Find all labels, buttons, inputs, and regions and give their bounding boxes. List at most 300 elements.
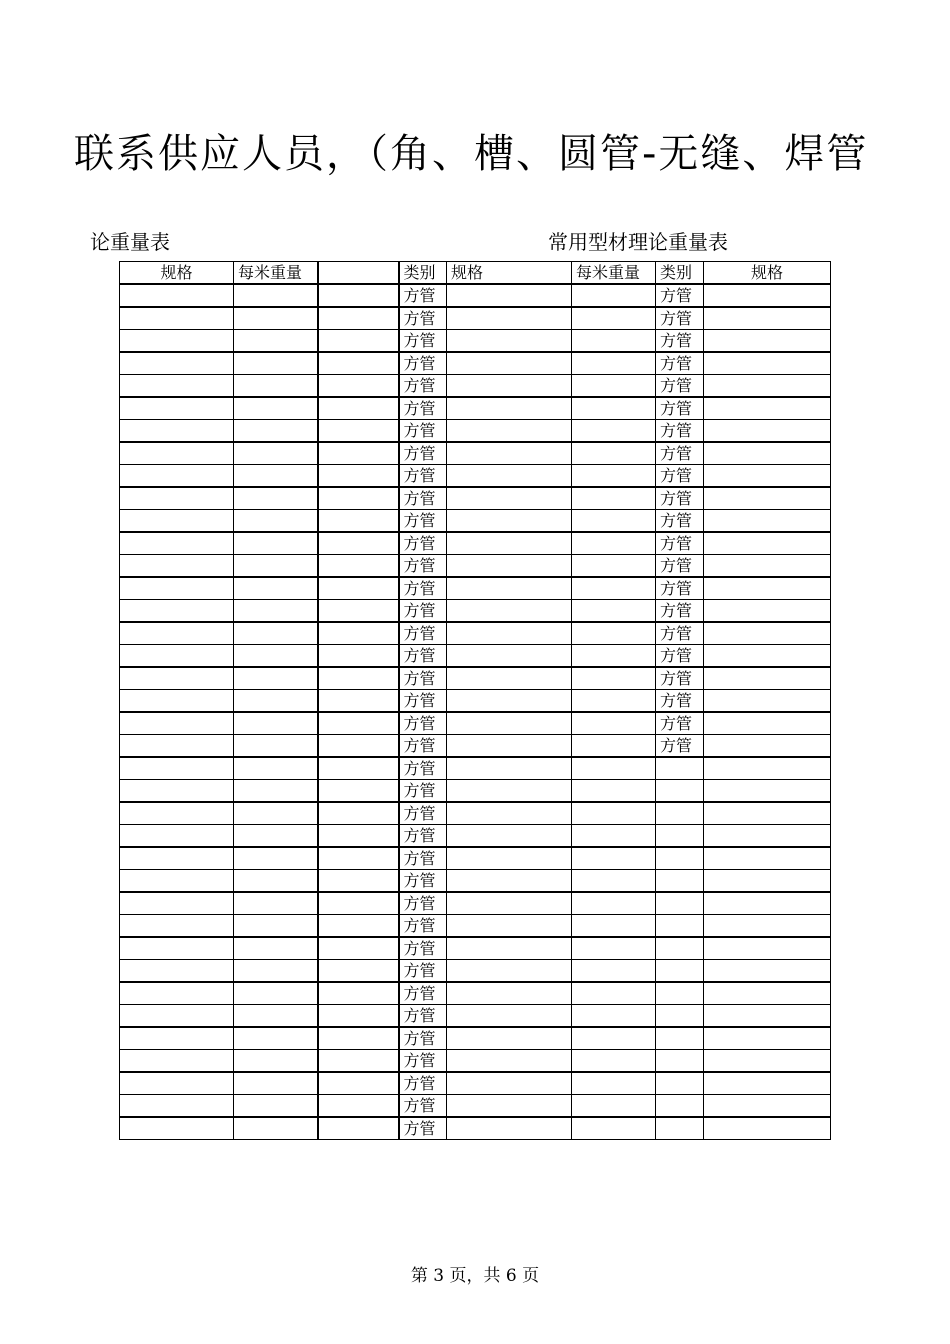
cell-weight-2 bbox=[572, 757, 656, 780]
header-blank bbox=[318, 262, 399, 285]
cell-weight bbox=[234, 532, 318, 555]
cell-weight bbox=[234, 847, 318, 870]
cell-weight-2 bbox=[572, 870, 656, 893]
table-row bbox=[120, 420, 831, 443]
table-row bbox=[120, 915, 831, 938]
cell-weight bbox=[234, 284, 318, 307]
cell-blank bbox=[318, 847, 399, 870]
cell-spec-3 bbox=[704, 757, 831, 780]
cell-spec-2 bbox=[447, 600, 572, 623]
cell-weight-2 bbox=[572, 622, 656, 645]
cell-weight-2 bbox=[572, 487, 656, 510]
cell-weight bbox=[234, 802, 318, 825]
header-weight-per-meter: 每米重量 bbox=[234, 262, 318, 285]
cell-spec-2 bbox=[447, 1095, 572, 1118]
cell-spec bbox=[120, 735, 234, 758]
cell-blank bbox=[318, 1005, 399, 1028]
cell-category-2 bbox=[656, 1005, 704, 1028]
cell-category: 方管 bbox=[399, 487, 447, 510]
table-row bbox=[120, 690, 831, 713]
cell-spec-3 bbox=[704, 1050, 831, 1073]
cell-category-2: 方管 bbox=[656, 690, 704, 713]
cell-weight bbox=[234, 465, 318, 488]
table-row bbox=[120, 825, 831, 848]
table-row bbox=[120, 577, 831, 600]
cell-category: 方管 bbox=[399, 397, 447, 420]
cell-blank bbox=[318, 667, 399, 690]
cell-weight bbox=[234, 622, 318, 645]
cell-spec-3 bbox=[704, 892, 831, 915]
table-row bbox=[120, 600, 831, 623]
cell-weight bbox=[234, 375, 318, 398]
cell-spec-3 bbox=[704, 532, 831, 555]
cell-blank bbox=[318, 420, 399, 443]
cell-spec bbox=[120, 420, 234, 443]
cell-spec-3 bbox=[704, 307, 831, 330]
cell-weight-2 bbox=[572, 465, 656, 488]
cell-category-2 bbox=[656, 802, 704, 825]
cell-weight-2 bbox=[572, 667, 656, 690]
cell-category: 方管 bbox=[399, 690, 447, 713]
cell-spec bbox=[120, 1005, 234, 1028]
cell-category-2 bbox=[656, 870, 704, 893]
cell-category-2 bbox=[656, 1050, 704, 1073]
cell-spec-2 bbox=[447, 307, 572, 330]
cell-weight-2 bbox=[572, 735, 656, 758]
cell-spec-3 bbox=[704, 397, 831, 420]
cell-weight-2 bbox=[572, 892, 656, 915]
cell-spec-3 bbox=[704, 735, 831, 758]
cell-category-2: 方管 bbox=[656, 645, 704, 668]
cell-weight bbox=[234, 892, 318, 915]
cell-spec bbox=[120, 600, 234, 623]
cell-spec-3 bbox=[704, 465, 831, 488]
cell-spec-3 bbox=[704, 375, 831, 398]
cell-category-2 bbox=[656, 1095, 704, 1118]
cell-spec-3 bbox=[704, 645, 831, 668]
cell-category: 方管 bbox=[399, 892, 447, 915]
cell-weight-2 bbox=[572, 1027, 656, 1050]
cell-category: 方管 bbox=[399, 284, 447, 307]
cell-spec-3 bbox=[704, 1005, 831, 1028]
cell-weight-2 bbox=[572, 1117, 656, 1140]
cell-blank bbox=[318, 780, 399, 803]
cell-blank bbox=[318, 870, 399, 893]
cell-spec bbox=[120, 1117, 234, 1140]
cell-spec-3 bbox=[704, 1027, 831, 1050]
cell-blank bbox=[318, 915, 399, 938]
cell-category: 方管 bbox=[399, 937, 447, 960]
table-row bbox=[120, 982, 831, 1005]
cell-category: 方管 bbox=[399, 802, 447, 825]
cell-category: 方管 bbox=[399, 960, 447, 983]
cell-spec-2 bbox=[447, 1027, 572, 1050]
cell-blank bbox=[318, 284, 399, 307]
cell-blank bbox=[318, 1050, 399, 1073]
table-row bbox=[120, 870, 831, 893]
cell-spec bbox=[120, 982, 234, 1005]
cell-spec-3 bbox=[704, 780, 831, 803]
cell-spec bbox=[120, 352, 234, 375]
table-row bbox=[120, 735, 831, 758]
cell-blank bbox=[318, 690, 399, 713]
cell-weight bbox=[234, 487, 318, 510]
cell-spec-3 bbox=[704, 825, 831, 848]
table-row bbox=[120, 555, 831, 578]
cell-blank bbox=[318, 352, 399, 375]
cell-blank bbox=[318, 1072, 399, 1095]
cell-spec-3 bbox=[704, 870, 831, 893]
cell-spec bbox=[120, 915, 234, 938]
cell-category: 方管 bbox=[399, 667, 447, 690]
cell-category-2: 方管 bbox=[656, 577, 704, 600]
cell-blank bbox=[318, 1117, 399, 1140]
cell-spec-2 bbox=[447, 667, 572, 690]
cell-blank bbox=[318, 960, 399, 983]
cell-spec-3 bbox=[704, 487, 831, 510]
cell-spec bbox=[120, 330, 234, 353]
cell-category: 方管 bbox=[399, 915, 447, 938]
cell-weight bbox=[234, 1117, 318, 1140]
cell-category-2 bbox=[656, 825, 704, 848]
cell-weight-2 bbox=[572, 825, 656, 848]
cell-spec bbox=[120, 667, 234, 690]
cell-category-2 bbox=[656, 982, 704, 1005]
table-row bbox=[120, 757, 831, 780]
cell-blank bbox=[318, 532, 399, 555]
cell-spec-2 bbox=[447, 577, 572, 600]
cell-category: 方管 bbox=[399, 375, 447, 398]
cell-blank bbox=[318, 555, 399, 578]
cell-weight-2 bbox=[572, 960, 656, 983]
cell-spec-3 bbox=[704, 960, 831, 983]
cell-spec-3 bbox=[704, 352, 831, 375]
cell-weight bbox=[234, 330, 318, 353]
cell-weight-2 bbox=[572, 532, 656, 555]
cell-spec-3 bbox=[704, 1117, 831, 1140]
cell-spec bbox=[120, 532, 234, 555]
cell-category: 方管 bbox=[399, 982, 447, 1005]
cell-category: 方管 bbox=[399, 465, 447, 488]
cell-category-2: 方管 bbox=[656, 532, 704, 555]
cell-category-2: 方管 bbox=[656, 397, 704, 420]
cell-weight bbox=[234, 1050, 318, 1073]
table-row bbox=[120, 307, 831, 330]
cell-weight bbox=[234, 352, 318, 375]
cell-spec-3 bbox=[704, 600, 831, 623]
cell-spec-2 bbox=[447, 487, 572, 510]
table-row bbox=[120, 1117, 831, 1140]
cell-weight bbox=[234, 982, 318, 1005]
table-row bbox=[120, 1072, 831, 1095]
table-row bbox=[120, 442, 831, 465]
cell-weight bbox=[234, 1027, 318, 1050]
cell-weight bbox=[234, 735, 318, 758]
cell-blank bbox=[318, 600, 399, 623]
cell-spec-2 bbox=[447, 735, 572, 758]
cell-spec bbox=[120, 307, 234, 330]
cell-weight-2 bbox=[572, 780, 656, 803]
cell-blank bbox=[318, 330, 399, 353]
cell-spec bbox=[120, 780, 234, 803]
cell-category-2 bbox=[656, 1117, 704, 1140]
cell-spec-2 bbox=[447, 555, 572, 578]
cell-blank bbox=[318, 645, 399, 668]
cell-weight bbox=[234, 960, 318, 983]
cell-spec bbox=[120, 960, 234, 983]
cell-weight-2 bbox=[572, 802, 656, 825]
cell-category: 方管 bbox=[399, 600, 447, 623]
cell-weight bbox=[234, 600, 318, 623]
cell-category-2 bbox=[656, 915, 704, 938]
table-row bbox=[120, 375, 831, 398]
cell-spec-3 bbox=[704, 420, 831, 443]
cell-blank bbox=[318, 465, 399, 488]
table-header-row bbox=[120, 262, 831, 285]
cell-spec-2 bbox=[447, 375, 572, 398]
table-row bbox=[120, 1050, 831, 1073]
cell-blank bbox=[318, 487, 399, 510]
cell-category-2: 方管 bbox=[656, 352, 704, 375]
cell-spec bbox=[120, 510, 234, 533]
cell-spec-3 bbox=[704, 577, 831, 600]
cell-blank bbox=[318, 1027, 399, 1050]
cell-spec bbox=[120, 487, 234, 510]
table-row bbox=[120, 510, 831, 533]
cell-weight-2 bbox=[572, 915, 656, 938]
cell-blank bbox=[318, 892, 399, 915]
cell-spec bbox=[120, 555, 234, 578]
cell-category: 方管 bbox=[399, 645, 447, 668]
cell-spec bbox=[120, 284, 234, 307]
cell-spec-2 bbox=[447, 870, 572, 893]
cell-spec-3 bbox=[704, 330, 831, 353]
cell-blank bbox=[318, 802, 399, 825]
cell-category: 方管 bbox=[399, 870, 447, 893]
cell-weight-2 bbox=[572, 1050, 656, 1073]
cell-category-2 bbox=[656, 892, 704, 915]
table-row bbox=[120, 712, 831, 735]
table-subtitle-left: 论重量表 bbox=[90, 230, 170, 254]
cell-spec-2 bbox=[447, 780, 572, 803]
cell-category-2: 方管 bbox=[656, 667, 704, 690]
cell-spec-3 bbox=[704, 667, 831, 690]
cell-category-2: 方管 bbox=[656, 284, 704, 307]
cell-spec-2 bbox=[447, 645, 572, 668]
cell-spec bbox=[120, 442, 234, 465]
cell-spec bbox=[120, 1050, 234, 1073]
cell-category: 方管 bbox=[399, 420, 447, 443]
cell-spec-3 bbox=[704, 1072, 831, 1095]
cell-spec-2 bbox=[447, 284, 572, 307]
cell-weight-2 bbox=[572, 1005, 656, 1028]
cell-weight-2 bbox=[572, 690, 656, 713]
cell-weight-2 bbox=[572, 442, 656, 465]
cell-weight-2 bbox=[572, 555, 656, 578]
cell-category-2: 方管 bbox=[656, 735, 704, 758]
cell-category: 方管 bbox=[399, 577, 447, 600]
cell-weight-2 bbox=[572, 397, 656, 420]
table-row bbox=[120, 1027, 831, 1050]
header-category: 类别 bbox=[399, 262, 447, 285]
cell-spec-2 bbox=[447, 442, 572, 465]
cell-spec-2 bbox=[447, 982, 572, 1005]
table-row bbox=[120, 1095, 831, 1118]
cell-spec-3 bbox=[704, 712, 831, 735]
cell-spec-2 bbox=[447, 330, 572, 353]
cell-weight-2 bbox=[572, 712, 656, 735]
table-row bbox=[120, 847, 831, 870]
cell-category-2: 方管 bbox=[656, 465, 704, 488]
table-row bbox=[120, 532, 831, 555]
cell-spec-2 bbox=[447, 622, 572, 645]
header-category-2: 类别 bbox=[656, 262, 704, 285]
table-row bbox=[120, 330, 831, 353]
cell-weight-2 bbox=[572, 307, 656, 330]
table-row bbox=[120, 645, 831, 668]
cell-category: 方管 bbox=[399, 1005, 447, 1028]
cell-weight bbox=[234, 645, 318, 668]
cell-weight bbox=[234, 870, 318, 893]
cell-category-2 bbox=[656, 960, 704, 983]
cell-category: 方管 bbox=[399, 1117, 447, 1140]
cell-category: 方管 bbox=[399, 780, 447, 803]
cell-weight-2 bbox=[572, 510, 656, 533]
cell-spec-3 bbox=[704, 622, 831, 645]
table-row bbox=[120, 780, 831, 803]
cell-weight bbox=[234, 307, 318, 330]
cell-spec bbox=[120, 577, 234, 600]
cell-weight bbox=[234, 825, 318, 848]
cell-blank bbox=[318, 982, 399, 1005]
cell-category: 方管 bbox=[399, 352, 447, 375]
cell-spec-2 bbox=[447, 712, 572, 735]
cell-spec-3 bbox=[704, 284, 831, 307]
cell-category-2: 方管 bbox=[656, 712, 704, 735]
cell-blank bbox=[318, 757, 399, 780]
cell-category: 方管 bbox=[399, 757, 447, 780]
cell-spec-3 bbox=[704, 915, 831, 938]
cell-spec bbox=[120, 622, 234, 645]
cell-weight bbox=[234, 667, 318, 690]
cell-spec-2 bbox=[447, 420, 572, 443]
cell-weight bbox=[234, 510, 318, 533]
cell-spec bbox=[120, 892, 234, 915]
cell-blank bbox=[318, 735, 399, 758]
table-row bbox=[120, 960, 831, 983]
cell-weight bbox=[234, 1072, 318, 1095]
cell-spec bbox=[120, 870, 234, 893]
cell-category: 方管 bbox=[399, 622, 447, 645]
cell-spec bbox=[120, 712, 234, 735]
cell-weight bbox=[234, 937, 318, 960]
cell-spec-2 bbox=[447, 915, 572, 938]
cell-category-2 bbox=[656, 780, 704, 803]
table-row bbox=[120, 1005, 831, 1028]
cell-category-2 bbox=[656, 847, 704, 870]
cell-spec-3 bbox=[704, 690, 831, 713]
cell-category-2 bbox=[656, 937, 704, 960]
cell-spec-2 bbox=[447, 510, 572, 533]
header-weight-per-meter-2: 每米重量 bbox=[572, 262, 656, 285]
cell-spec-3 bbox=[704, 982, 831, 1005]
cell-spec-2 bbox=[447, 690, 572, 713]
cell-category: 方管 bbox=[399, 510, 447, 533]
cell-spec-2 bbox=[447, 1072, 572, 1095]
cell-blank bbox=[318, 375, 399, 398]
cell-spec bbox=[120, 825, 234, 848]
cell-spec-2 bbox=[447, 892, 572, 915]
cell-spec-2 bbox=[447, 1117, 572, 1140]
cell-weight-2 bbox=[572, 1095, 656, 1118]
cell-weight-2 bbox=[572, 375, 656, 398]
cell-category-2: 方管 bbox=[656, 330, 704, 353]
cell-weight-2 bbox=[572, 577, 656, 600]
cell-blank bbox=[318, 1095, 399, 1118]
cell-blank bbox=[318, 622, 399, 645]
cell-blank bbox=[318, 307, 399, 330]
cell-spec-2 bbox=[447, 352, 572, 375]
table-row bbox=[120, 397, 831, 420]
cell-category-2: 方管 bbox=[656, 510, 704, 533]
cell-category: 方管 bbox=[399, 735, 447, 758]
cell-spec-3 bbox=[704, 937, 831, 960]
table-row bbox=[120, 667, 831, 690]
cell-category: 方管 bbox=[399, 1072, 447, 1095]
cell-spec-2 bbox=[447, 1050, 572, 1073]
header-spec-2: 规格 bbox=[447, 262, 572, 285]
cell-category: 方管 bbox=[399, 555, 447, 578]
cell-blank bbox=[318, 577, 399, 600]
cell-spec bbox=[120, 1027, 234, 1050]
page-footer: 第 3 页，共 6 页 bbox=[410, 1266, 540, 1286]
cell-blank bbox=[318, 937, 399, 960]
cell-weight bbox=[234, 712, 318, 735]
cell-blank bbox=[318, 397, 399, 420]
cell-category-2: 方管 bbox=[656, 487, 704, 510]
cell-weight bbox=[234, 442, 318, 465]
cell-category: 方管 bbox=[399, 1095, 447, 1118]
cell-weight bbox=[234, 915, 318, 938]
cell-category: 方管 bbox=[399, 307, 447, 330]
cell-weight bbox=[234, 1095, 318, 1118]
cell-spec bbox=[120, 645, 234, 668]
cell-spec-2 bbox=[447, 937, 572, 960]
cell-weight-2 bbox=[572, 352, 656, 375]
cell-weight-2 bbox=[572, 284, 656, 307]
table-row bbox=[120, 487, 831, 510]
cell-category-2: 方管 bbox=[656, 600, 704, 623]
cell-spec bbox=[120, 847, 234, 870]
cell-spec bbox=[120, 690, 234, 713]
cell-category-2 bbox=[656, 1072, 704, 1095]
cell-spec bbox=[120, 802, 234, 825]
cell-spec-2 bbox=[447, 397, 572, 420]
table-subtitle-right: 常用型材理论重量表 bbox=[548, 230, 728, 254]
cell-spec-3 bbox=[704, 847, 831, 870]
cell-category-2: 方管 bbox=[656, 375, 704, 398]
cell-spec-2 bbox=[447, 847, 572, 870]
cell-weight bbox=[234, 780, 318, 803]
cell-category: 方管 bbox=[399, 847, 447, 870]
table-row bbox=[120, 465, 831, 488]
cell-weight-2 bbox=[572, 847, 656, 870]
table-row bbox=[120, 802, 831, 825]
cell-weight bbox=[234, 420, 318, 443]
cell-spec-3 bbox=[704, 802, 831, 825]
cell-category-2 bbox=[656, 757, 704, 780]
cell-spec-3 bbox=[704, 555, 831, 578]
